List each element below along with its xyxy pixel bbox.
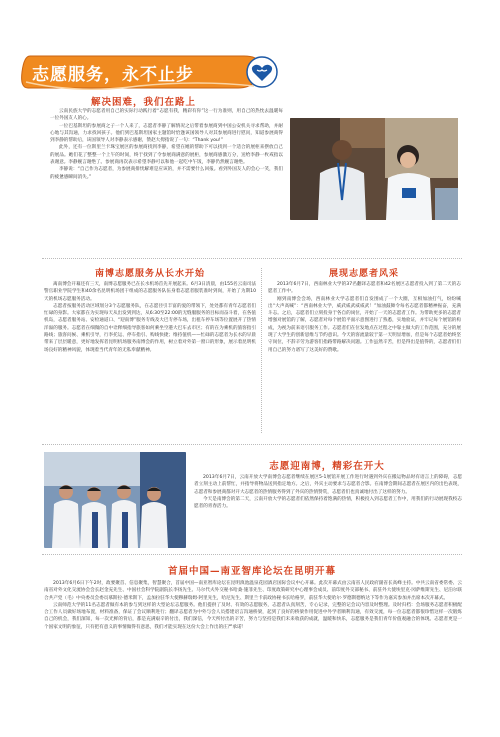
photo-volunteer-group: [44, 452, 186, 548]
section2-body: [44, 281, 256, 354]
photo-volunteer-helping: [290, 118, 458, 220]
hands-heart-icon: [246, 56, 278, 88]
section3-para-1: 2013年6月7日，西南林业大学的37名翻译志愿者和42名展区志愿者投入到了第二天的志愿者工作中。: [268, 282, 461, 295]
section4-para-2: 今天是南博会的第二天，云南开放大学的志愿者们依然保持着饱满的热情，积极投入到志愿者工作中，用我们的行动展现我校志愿者的青春活力。: [194, 496, 462, 510]
section4-para-1: 2013年6月7日，云南开放大学南博会志愿者继续在展区5-1展馆开展工作进行时遇到外宾在搬运物品时有语言上的障碍，志愿者立刻主动上前帮忙，并指导将物品送到指定地方。之后，外宾主动要求与志愿者合影。在南博会期间志愿者在展区内的出色表现，志愿者和参展商都对开大志愿者的热情服务得到了外宾的热情赞赏，志愿者们也真诚地付出了这样的努力。: [194, 475, 462, 495]
column-divider: [261, 268, 262, 433]
section2-para-2: 志愿者按服务活动区域划分3个志愿服务队，在志愿径引丰富的爱的带领下，处处都有青年志愿者们忙碌的身影。大家都在为实现每天从出发到到达，从6:30至22:00的无缝服服务的目标而奋斗着，在各值机岛，志愿者服务站、安检通道口、“迎南博”服务专线及大巴专停车场，出租车停车场等位置展开了热情洋溢的服务。志愿者在细微的自中诠释细指导旅客如何乘坐空港大巴车去市区；有的在为乘机的旅客指引路线；旅客问候、乘机引导，行李托运、停车指引、购线快捷；维持值机——忙碌的志愿者为长水的早晨带来了层层暖意，更好地发挥者昆明机场服务南博会的作用，树立着对外第一窗口的形象，展示着昆明机场良好的精神风貌，体现着当代青年的无私奉献精神。: [44, 303, 256, 353]
divider-3: [42, 554, 462, 555]
section1-para-1: 云南民族大学的志愿者用自己的实际行动践行着“志愿有我，精彩有你”这一行为准则，用自己的热忱去温暖每一位外国友人的心。: [50, 109, 283, 122]
section2-para-1: 离南博会开幕还有三天，南博志愿服务已在长水机场首先开展起来。6月3日清晨，由155名云南司法警官职业学院学生和40余名昆明机场团干组成的志愿服务队伍身着志愿者服装准时到岗，开始了为期10天的机场志愿服务活动。: [44, 282, 256, 302]
banner-title: 志愿服务，永不止步: [32, 65, 194, 85]
banner: [18, 52, 280, 92]
section5-heading: 首届中国—南亚智库论坛在昆明开幕: [167, 566, 336, 577]
section2-heading: 南博志愿服务从长水开始: [94, 269, 205, 279]
section4-body: [194, 474, 462, 510]
section1-para-4: 李静说：“自己作为志愿者，为参展商排忧解难是应该的，并不需要什么回报。看到外国友人的会心一笑，我们的疲惫感瞬间消失。”: [50, 167, 283, 180]
divider-1: [42, 258, 462, 259]
section5-para-1: 2013年6月6日下午2时，政要聚首、信息聚集，智慧聚合，首届中国—南亚智库论坛在昆明滇池温泉花园酒店国际会议中心开幕。此次开幕式由云南省人民政府副省长高峰主持。中共云南省委常委、云南省对外文化交流协会会长赵金充先生、中国社会科学院副院长李扬先生、马尔代夫外交秘书哈桑·施菲先生、印度政策研究中心理事会成员、前印度外交部秘书、前驻外大使埃里克·冈萨维斯先生、尼泊尔联合共产党（毛）中央委员会委员慕斯拉·德米斯下，孟加拉驻华大使穆赫瑞姆·阿里先生，哈尼先生、斯里兰卡前政协秘书长哈格罗，前驻华大使哈尔·罗德斯德纳达下等作为嘉宾参加并出席本次开幕式。: [44, 581, 462, 601]
section1-para-2: 一位巴基斯坦的参展商之子一个人来了，志愿者李静了解情况之后带着参展商到中国公安机关寻求帮助，并耐心地与其沟通，力求找回孩子。他们到巴基斯坦国家主题馆时恰逢该国领导人对其参展商进行慰问，知道参展商得到李静的帮助后，该国领导人对李静表示感谢，赞赵大拇指说了一句：“Thank you!”: [50, 123, 283, 144]
section3-para-2: 刚到南博会会场，西南林业大学志愿者们自发围成了一个大圈，互相加油打气，纷纷喊出“大声高喊”：“西南林业大学，威武威武威威武！”加油鼓舞令每名志愿者都精神振奋，充满斗志。之后，志愿者们立刻投身于各自的岗位，开始了一天的志愿者工作。为带助更多的志愿者增强对展馆的了解，志愿者对每个展馆平面示意图进行了熟悉，实地验证，并牢记每个展馆的构成，为视为前来语引服务工作。志愿者们在位发地点在过程之中靠主做大的工作范围，充分的展现了大学生的创新思维与节约意识。今天的客流量较于第一天明显增加，但是每个志愿者始终坚守岗位，不辞辛劳为游客们指路带路解决问题。工作虽然辛苦，但是得出是值得的，志愿者们们用自己的努力谱写了这美好的赞歌。: [268, 296, 461, 353]
section3-body: [268, 281, 461, 354]
section1-para-3: 此外，还有一位斯里兰卡珠宝展区的参展商找到李静，希望在她的帮助下可以找到一个适合的展柜来摆放自己的展品。她们花了整整一个上午的时间，终于找到了令参展商满意的展柜，参展商感激万分，送给李静一枚戒指以表谢意。李静婉言谢绝了。参展商再次表示希望李静可以和他一起吃中午饭，李静仍然婉言谢绝。: [50, 145, 283, 166]
section5-body: [44, 580, 462, 631]
section1-heading: 解决困难，我们在路上: [90, 97, 196, 108]
divider-2: [42, 444, 462, 445]
section5-para-2: 云南师范大学的11名志愿者做有本的参与到这样的大型论坛志愿服务。他们提供了及时、有效的志愿服务，志愿者认真刻苦，专心记录，完整的记会议内容及时整理。及时归档：会场服务志愿者积极配合工作人员做好场地布置，材料准备，保证了会议顺利进行；翻译志愿者为中外与会人员搭建语言沟通桥梁，起到了良好的桥梁作用促进中外学者顺利沟通，有效交流，每一位志愿者都很珍惜这样一次锻炼自己的机会，我们深知，每一次光鲜的背后，都是充满艰辛的付出，我们深信，今天所付出的辛苦，努力与坚持是我们未来收获的成就，温暖和快乐，志愿服务是我们青年价值观融合的体现。志愿者更是一个国家文明的象征，只有把有意义的事情做得有意思，我们才能实现在这份大会上作出的庄严承诺！: [44, 602, 462, 630]
section1-body: [50, 108, 283, 181]
section3-heading: 展现志愿者风采: [328, 269, 399, 279]
section4-heading: 志愿迎南博，精彩在开大: [269, 461, 385, 472]
